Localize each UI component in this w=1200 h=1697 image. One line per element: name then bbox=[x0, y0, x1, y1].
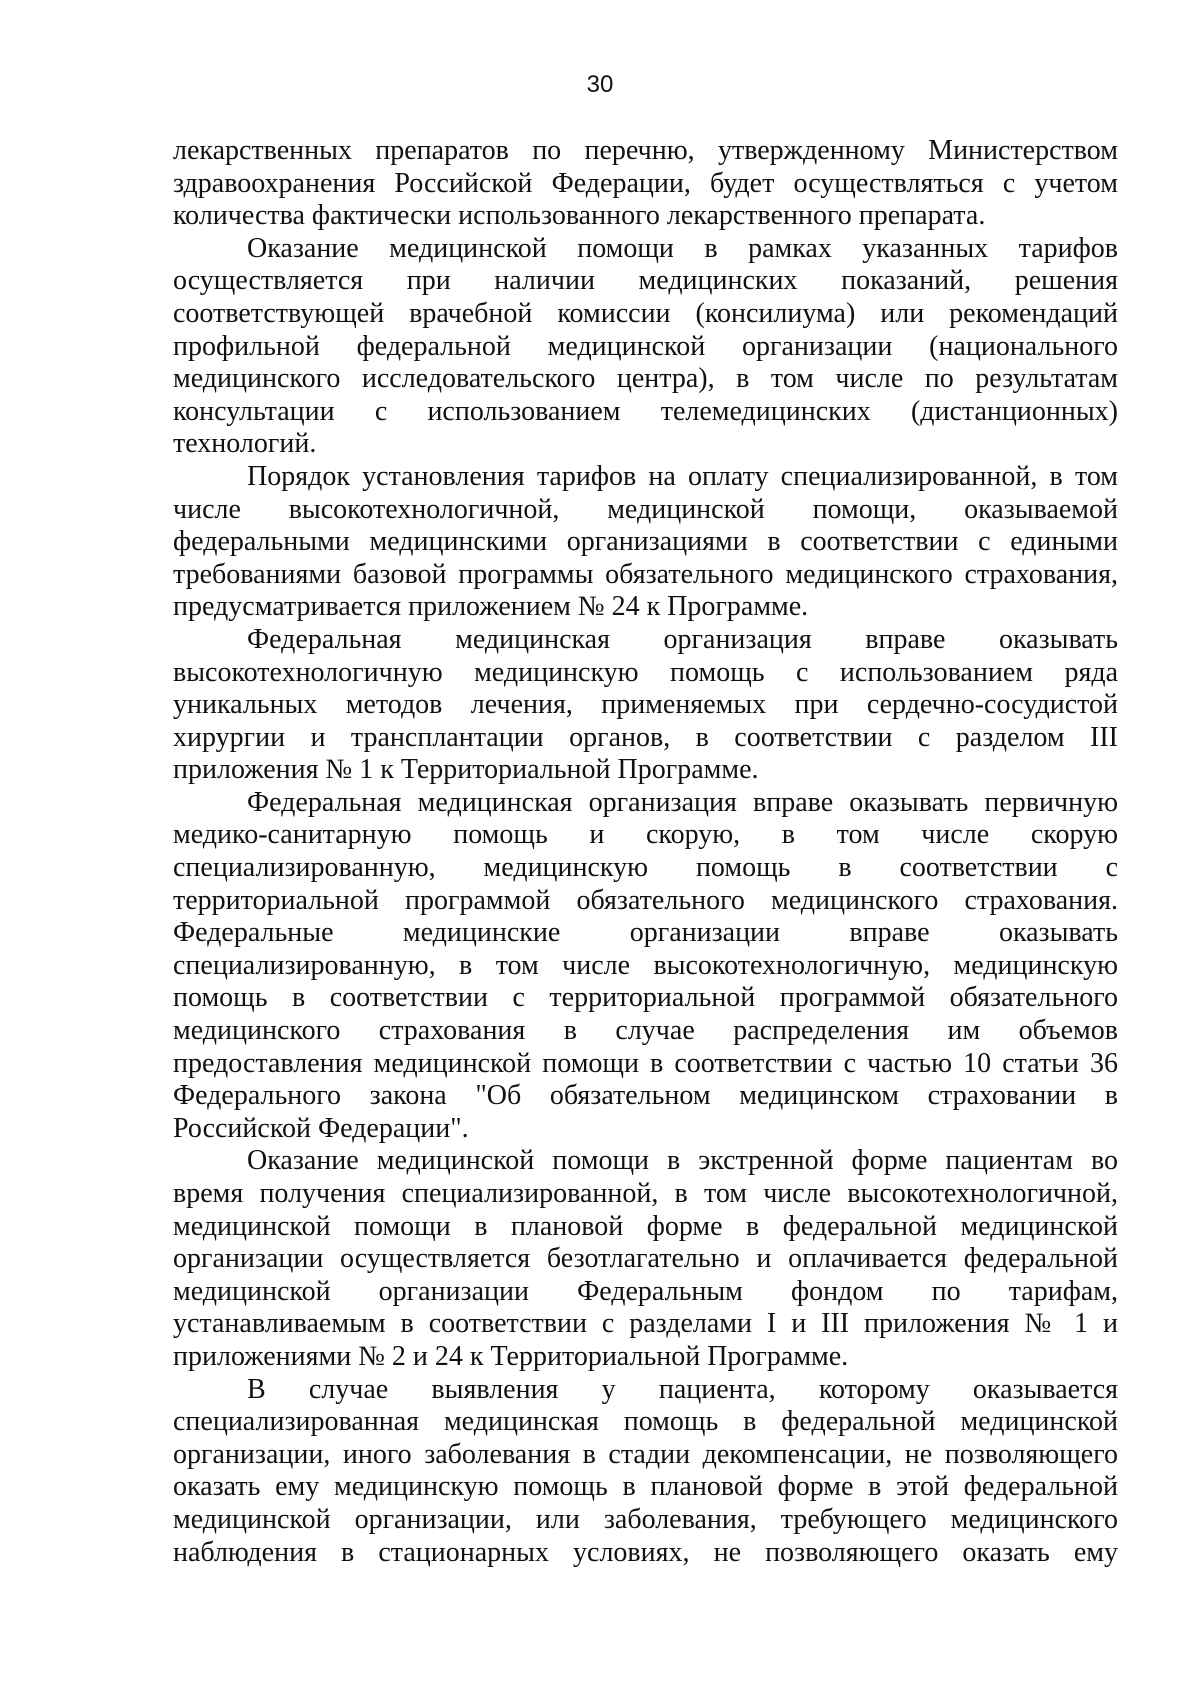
paragraph-continuation: лекарственных препаратов по перечню, утвержденному Министерством здравоохранения Российской Федерации, будет осуществляться с учетом количества фактически использованного лекарственного препарата. bbox=[173, 135, 1118, 232]
paragraph-primary-care: Федеральная медицинская организация вправе оказывать первичную медико-санитарную помощь и скорую, в том числе скорую специализированную, медицинскую помощь в соответствии с территориальной программой обязательного медицинского страхования. Федеральные медицинские организации вправе оказывать специализированную, в том числе высокотехнологичную, медицинскую помощь в соответствии с территориальной программой обязательного медицинского страхования в случае распределения им объемов предоставления медицинской помощи в соответствии с частью 10 статьи 36 Федерального закона "Об обязательном медицинском страховании в Российской Федерации". bbox=[173, 786, 1118, 1144]
page-number: 30 bbox=[586, 71, 614, 98]
paragraph-other-disease: В случае выявления у пациента, которому оказывается специализированная медицинская помощь в федеральной медицинской организации, иного заболевания в стадии декомпенсации, не позволяющего оказать ему медицинскую помощь в плановой форме в этой федеральной медицинской организации, или заболевания, требующего медицинского наблюдения в стационарных условиях, не позволяющего оказать ему bbox=[173, 1373, 1118, 1568]
paragraph-emergency-care: Оказание медицинской помощи в экстренной форме пациентам во время получения специализированной, в том числе высокотехнологичной, медицинской помощи в плановой форме в федеральной медицинской организации осуществляется безотлагательно и оплачивается федеральной медицинской организации Федеральным фондом по тарифам, устанавливаемым в соответствии с разделами I и III приложения № 1 и приложениями № 2 и 24 к Территориальной Программе. bbox=[173, 1145, 1118, 1372]
paragraph-high-tech-care: Федеральная медицинская организация вправе оказывать высокотехнологичную медицинскую помощь с использованием ряда уникальных методов лечения, применяемых при сердечно-сосудистой хирургии и трансплантации органов, в соответствии с разделом III приложения № 1 к Территориальной Программе. bbox=[173, 623, 1118, 786]
paragraph-tariff-procedure: Порядок установления тарифов на оплату специализированной, в том числе высокотехнологичной, медицинской помощи, оказываемой федеральными медицинскими организациями в соответствии с едиными требованиями базовой программы обязательного медицинского страхования, предусматривается приложением № 24 к Программе. bbox=[173, 460, 1118, 623]
paragraph-tariffs-basis: Оказание медицинской помощи в рамках указанных тарифов осуществляется при наличии медицинских показаний, решения соответствующей врачебной комиссии (консилиума) или рекомендаций профильной федеральной медицинской организации (национального медицинского исследовательского центра), в том числе по результатам консультации с использованием телемедицинских (дистанционных) технологий. bbox=[173, 232, 1118, 460]
document-body bbox=[173, 135, 1118, 1569]
